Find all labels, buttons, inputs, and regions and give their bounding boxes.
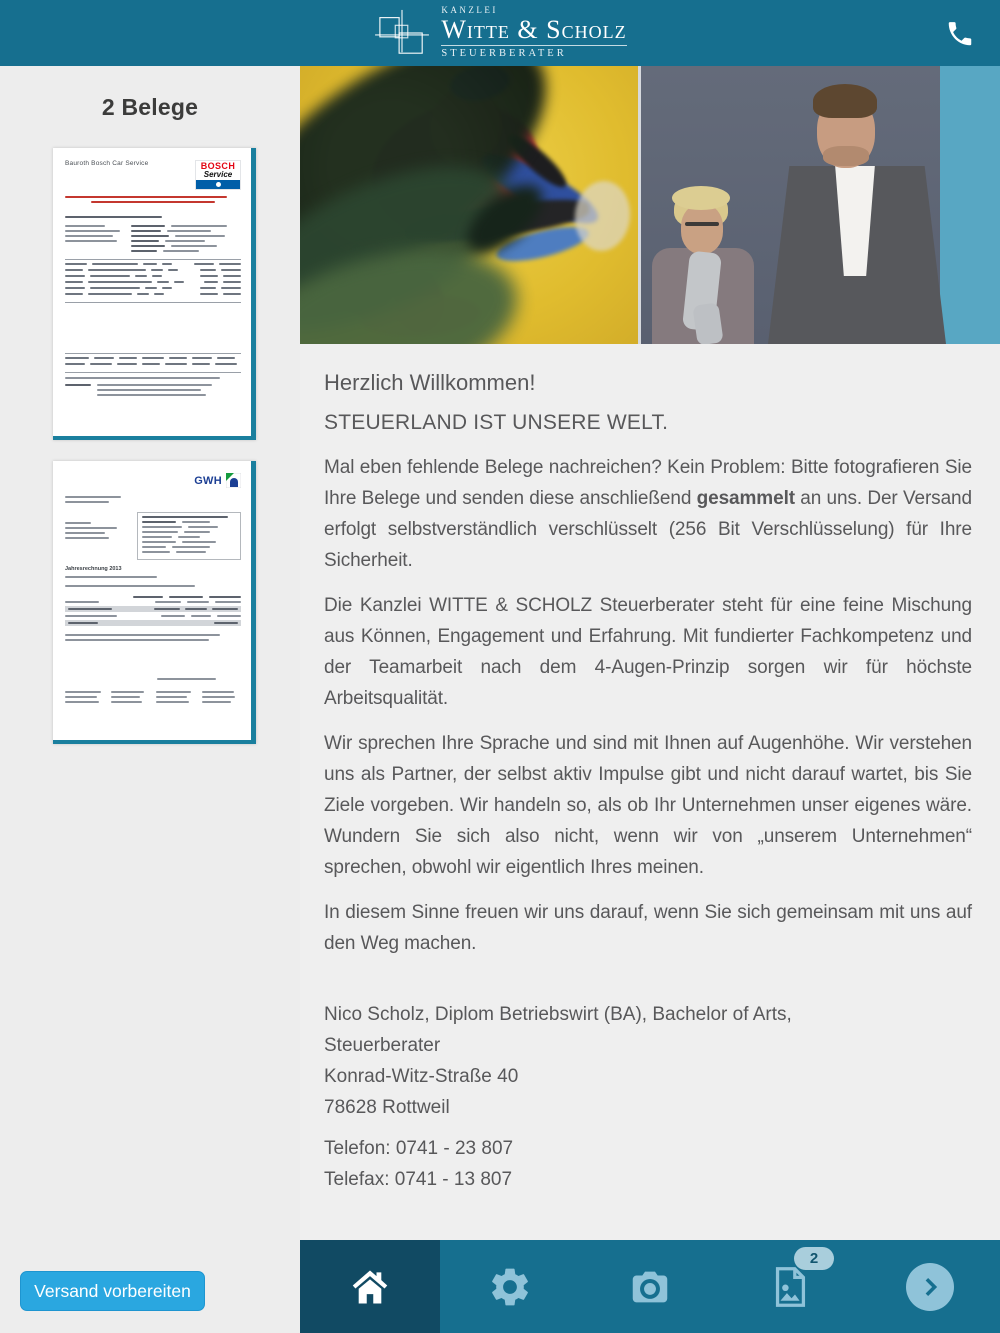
phone-call-button[interactable] <box>942 16 978 52</box>
doc1-ref-line <box>65 216 162 218</box>
doc1-address-block <box>65 225 125 245</box>
bosch-logo-service: Service <box>203 170 233 179</box>
doc2-salutation-line <box>65 576 157 578</box>
gwh-logo-icon <box>226 473 241 488</box>
doc2-backside-line <box>157 678 217 680</box>
body-paragraph: In diesem Sinne freuen wir uns darauf, wenn Sie sich gemeinsam mit uns auf den Weg machen. <box>324 902 972 954</box>
doc1-footer-line <box>65 377 220 379</box>
nav-tab-gallery[interactable] <box>720 1240 860 1333</box>
doc2-highlight-row <box>65 620 241 626</box>
photo-teal-strip <box>940 66 1000 344</box>
camera-icon <box>627 1264 673 1310</box>
doc2-sender-line <box>65 496 121 498</box>
doc1-meta-block <box>131 225 241 255</box>
contact-telefon-line: Telefon: 0741 - 23 807 <box>324 1138 514 1159</box>
doc1-red-line <box>91 201 214 203</box>
receipt-thumbnail-bosch[interactable] <box>53 148 256 440</box>
doc1-red-line <box>65 196 227 198</box>
phone-icon <box>945 19 975 49</box>
logo-squares-icon <box>373 8 431 58</box>
nav-tab-camera[interactable] <box>580 1240 720 1333</box>
bottom-nav-bar <box>300 1240 1000 1333</box>
doc2-sender-line <box>65 501 109 503</box>
contact-street-line: Konrad-Witz-Straße 40 <box>324 1066 519 1087</box>
intro-text-after: an uns. Der Versand erfolgt selbstverständlich verschlüsselt (256 Bit Verschlüsselung) für Ihre Sicherheit. <box>324 488 972 571</box>
doc2-note-line <box>65 634 220 636</box>
intro-text-before: Mal eben fehlende Belege nachreichen? Kein Problem: Bitte fotografieren Sie Ihre Belege und senden diese anschließend <box>324 457 972 509</box>
doc2-body-line <box>65 585 195 587</box>
contact-block <box>324 999 972 1195</box>
prepare-send-button[interactable]: Versand vorbereiten <box>20 1271 205 1311</box>
doc2-footer-columns <box>65 691 241 706</box>
contact-telefax-line: Telefax: 0741 - 13 807 <box>324 1169 513 1190</box>
nav-tab-home[interactable] <box>300 1240 440 1333</box>
receipts-sidebar <box>0 66 300 1333</box>
main-content <box>300 66 1000 1333</box>
settings-gear-icon <box>487 1264 533 1310</box>
intro-paragraph <box>324 452 972 576</box>
logo-company-name: Witte & Scholz <box>441 15 627 45</box>
body-paragraph: Die Kanzlei WITTE & SCHOLZ Steuerberater steht für eine feine Mischung aus Können, Engagement und Erfahrung. Mit fundierter Fachkompetenz und der Teamarbeit nach dem 4-Augen-Prinzip sorgen wir für höchste Arbeitsqualität. <box>324 595 972 709</box>
doc1-title: Bauroth Bosch Car Service <box>65 160 149 167</box>
welcome-text-section <box>300 344 1000 1195</box>
contact-title-line: Steuerberater <box>324 1035 441 1056</box>
doc2-address-block <box>65 512 123 542</box>
logo-subtitle: STEUERBERATER <box>441 45 626 60</box>
receipt-thumbnail-gwh[interactable] <box>53 461 256 744</box>
gallery-count-badge: 2 <box>794 1247 834 1270</box>
nav-tab-forward[interactable] <box>860 1240 1000 1333</box>
header-bar <box>0 0 1000 66</box>
receipts-count-title: 2 Belege <box>101 94 199 120</box>
intro-text-bold: gesammelt <box>696 488 795 509</box>
nav-tab-settings[interactable] <box>440 1240 580 1333</box>
home-icon <box>347 1264 393 1310</box>
body-paragraph: Wir sprechen Ihre Sprache und sind mit Ihnen auf Augenhöhe. Wir verstehen uns als Partner, der selbst aktiv Impulse gibt und nicht darauf wartet, bis Sie Ziele vorgeben. Wir handeln so, als ob Ihr Unternehmen unser eigenes wäre. Wundern Sie sich also nicht, wenn wir von „unserem Unternehmen“ sprechen, obwohl wir eigentlich Ihres meinen. <box>324 733 972 878</box>
doc2-info-box <box>137 512 241 560</box>
doc1-summary-table <box>65 353 241 373</box>
bosch-logo-emblem <box>196 180 240 189</box>
doc2-heading: Jahresrechnung 2013 <box>65 566 122 572</box>
doc1-items-table <box>65 259 241 303</box>
forward-chevron-icon <box>906 1263 954 1311</box>
bosch-service-logo <box>195 160 241 190</box>
woman-glasses <box>685 222 719 226</box>
welcome-heading: Herzlich Willkommen! <box>324 370 536 395</box>
team-photo <box>300 66 1000 344</box>
company-logo <box>373 6 626 60</box>
bosch-logo-word: BOSCH <box>200 161 236 171</box>
logo-text <box>441 6 626 60</box>
contact-city-line: 78628 Rottweil <box>324 1097 450 1118</box>
slogan-heading: STEUERLAND IST UNSERE WELT. <box>324 411 669 434</box>
gallery-document-icon <box>767 1264 813 1310</box>
doc2-highlight-row <box>65 606 241 612</box>
logo-kanzlei-label: KANZLEI <box>441 5 498 16</box>
doc2-note-line <box>65 639 209 641</box>
gwh-logo-text: GWH <box>194 474 222 487</box>
contact-name-line: Nico Scholz, Diplom Betriebswirt (BA), Bachelor of Arts, <box>324 1004 792 1025</box>
